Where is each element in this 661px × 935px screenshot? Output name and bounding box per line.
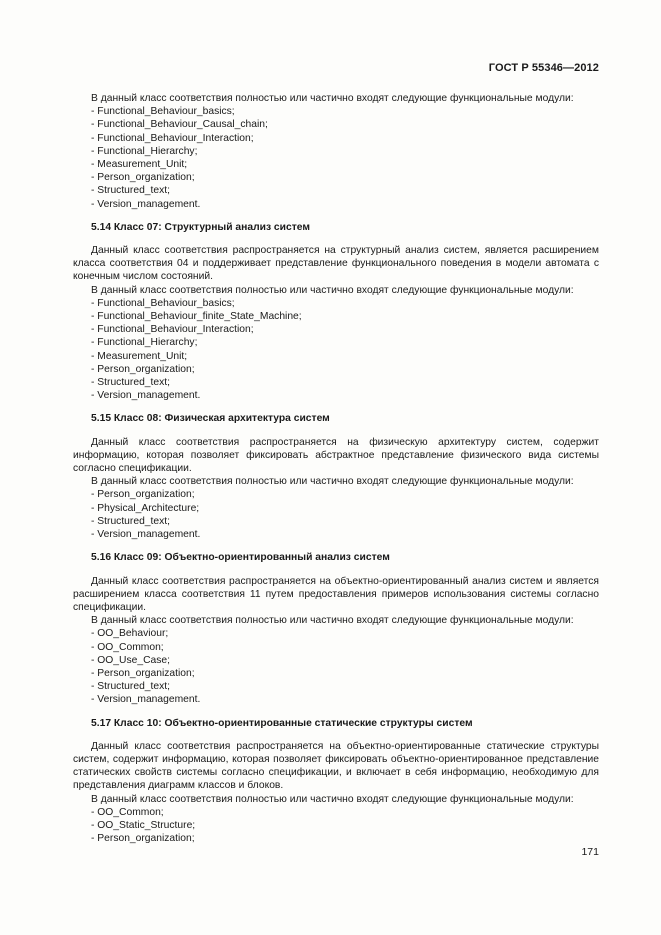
module-list [73, 297, 599, 403]
module-list-item: - Version_management. [91, 390, 201, 402]
module-list-item: - Functional_Behaviour_basics; [91, 106, 235, 118]
modules-intro: В данный класс соответствия полностью или частично входят следующие функциональные модули: [91, 284, 574, 296]
module-list-item: - OO_Common; [91, 641, 164, 653]
module-list-item: - Version_management. [91, 694, 201, 706]
section-paragraph: Данный класс соответствия распространяется на структурный анализ систем, является расширением класса соответствия 04 и поддерживает представление функционального поведения в модели автомата с конечным числом состояний. [73, 245, 599, 283]
module-list-item: - Functional_Behaviour_Interaction; [91, 132, 254, 144]
module-list-item: - Person_organization; [91, 363, 195, 375]
section-heading-5-17: 5.17 Класс 10: Объектно-ориентированные статические структуры систем [91, 717, 473, 729]
page-content [73, 92, 599, 845]
module-list-item: - Functional_Hierarchy; [91, 145, 198, 157]
modules-intro: В данный класс соответствия полностью или частично входят следующие функциональные модули: [91, 793, 574, 805]
module-list-item: - Version_management. [91, 198, 201, 210]
document-id-header: ГОСТ Р 55346—2012 [488, 62, 599, 74]
module-list-item: - OO_Behaviour; [91, 628, 169, 640]
module-list-item: - Person_organization; [91, 172, 195, 184]
page-number: 171 [581, 846, 599, 858]
module-list-item: - OO_Static_Structure; [91, 819, 196, 831]
modules-intro: В данный класс соответствия полностью или частично входят следующие функциональные модули: [91, 476, 574, 488]
module-list [73, 627, 599, 706]
module-list-item: - Measurement_Unit; [91, 350, 188, 362]
module-list-item: - Measurement_Unit; [91, 159, 188, 171]
module-list-item: - Structured_text; [91, 515, 170, 527]
module-list [73, 488, 599, 541]
module-list-item: - Person_organization; [91, 667, 195, 679]
module-list-item: - Person_organization; [91, 489, 195, 501]
module-list-item: - Functional_Behaviour_Interaction; [91, 324, 254, 336]
module-list-item: - Functional_Behaviour_basics; [91, 297, 235, 309]
module-list-item: - Physical_Architecture; [91, 502, 200, 514]
module-list-item: - OO_Common; [91, 806, 164, 818]
section-paragraph: Данный класс соответствия распространяется на физическую архитектуру систем, содержит информацию, которая позволяет фиксировать абстрактное представление физического вида системы согласно спецификации. [73, 436, 599, 475]
module-list-item: - Functional_Behaviour_finite_State_Machine; [91, 311, 302, 323]
section-heading-5-16: 5.16 Класс 09: Объектно-ориентированный анализ систем [91, 552, 390, 564]
module-list-item: - Structured_text; [91, 681, 170, 693]
module-list-item: - Structured_text; [91, 185, 170, 197]
module-list-item: - Person_organization; [91, 833, 195, 845]
module-list-item: - Functional_Hierarchy; [91, 337, 198, 349]
section-heading-5-15: 5.15 Класс 08: Физическая архитектура систем [91, 413, 330, 425]
module-list-item: - OO_Use_Case; [91, 654, 170, 666]
module-list-item: - Structured_text; [91, 377, 170, 389]
module-list-item: - Version_management. [91, 529, 201, 541]
section-heading-5-14: 5.14 Класс 07: Структурный анализ систем [91, 221, 310, 233]
module-list [73, 105, 599, 211]
modules-intro: В данный класс соответствия полностью или частично входят следующие функциональные модули: [91, 615, 574, 627]
module-list [73, 806, 599, 846]
section-paragraph: Данный класс соответствия распространяется на объектно-ориентированные статические структуры систем, содержит информацию, которая позволяет фиксировать объектно-ориентированное представление статических свойств системы согласно спецификации, и включает в себя информацию, необходимую для представления диаграмм классов и блоков. [73, 740, 599, 792]
modules-intro: В данный класс соответствия полностью или частично входят следующие функциональные модули: [91, 93, 574, 104]
section-paragraph: Данный класс соответствия распространяется на объектно-ориентированный анализ систем и является расширением класса соответствия 11 путем предоставления примеров использования системы согласно спецификации. [73, 575, 599, 613]
module-list-item: - Functional_Behaviour_Causal_chain; [91, 119, 268, 131]
